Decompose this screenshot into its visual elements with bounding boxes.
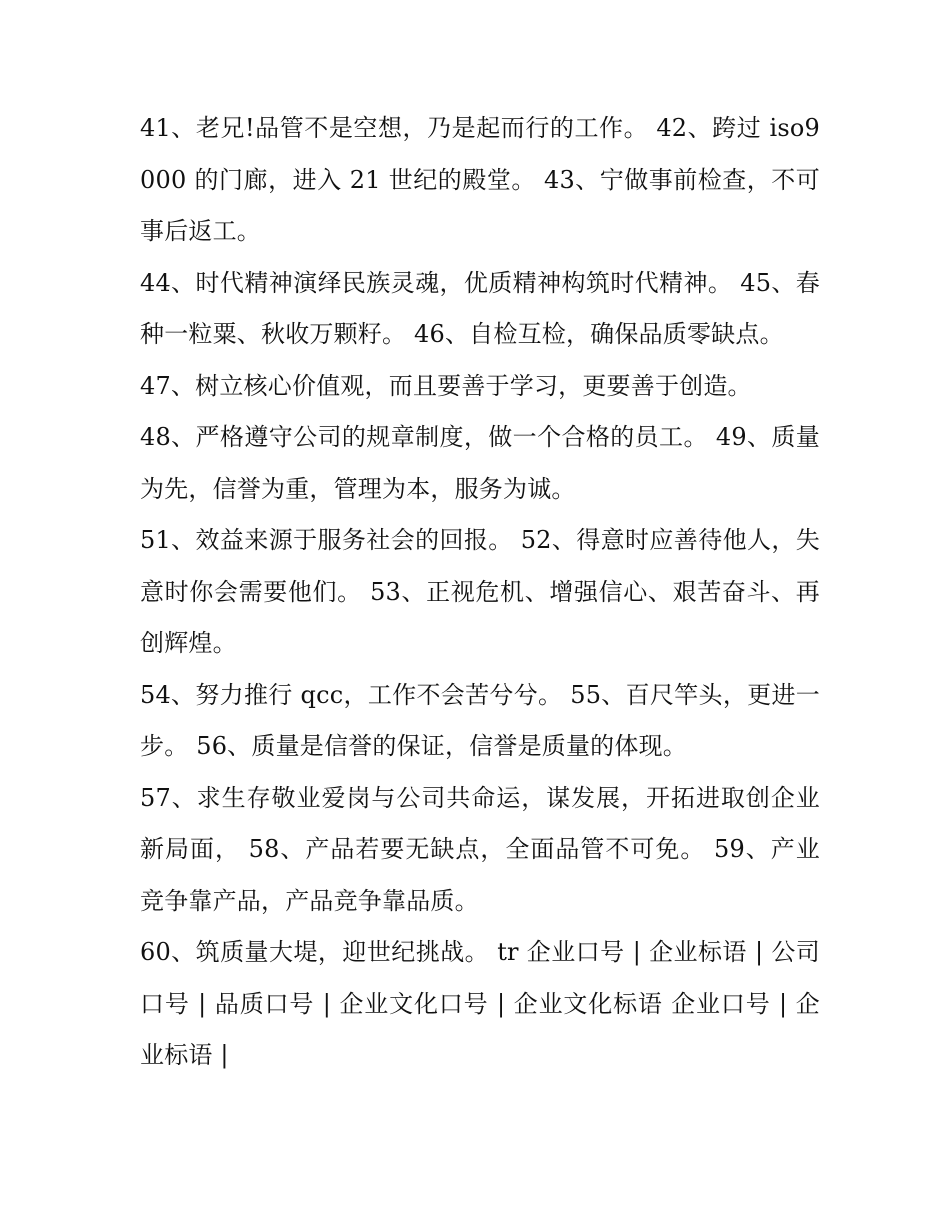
paragraph-44-46: 44、时代精神演绎民族灵魂，优质精神构筑时代精神。 45、春种一粒粟、秋收万颗籽。 46、自检互检，确保品质零缺点。 bbox=[140, 268, 820, 348]
paragraph-57-59: 57、求生存敬业爱岗与公司共命运，谋发展，开拓进取创企业新局面， 58、产品若要无缺点，全面品管不可免。 59、产业竞争靠产品，产品竞争靠品质。 bbox=[140, 783, 820, 915]
paragraph-41-43: 41、老兄!品管不是空想，乃是起而行的工作。 42、跨过 iso9000 的门廊，进入 21 世纪的殿堂。 43、宁做事前检查，不可事后返工。 bbox=[140, 114, 820, 245]
paragraph-54-56: 54、努力推行 qcc，工作不会苦兮兮。 55、百尺竿头，更进一步。 56、质量是信誉的保证，信誉是质量的体现。 bbox=[140, 680, 820, 760]
paragraph-51-53: 51、效益来源于服务社会的回报。 52、得意时应善待他人，失意时你会需要他们。 53、正视危机、增强信心、艰苦奋斗、再创辉煌。 bbox=[140, 526, 820, 657]
document-body bbox=[140, 103, 820, 1082]
paragraph-47: 47、树立核心价值观，而且要善于学习，更要善于创造。 bbox=[140, 371, 752, 400]
paragraph-60: 60、筑质量大堤，迎世纪挑战。 tr 企业口号 | 企业标语 | 公司口号 | 品质口号 | 企业文化口号 | 企业文化标语 企业口号 | 企业标语 | bbox=[140, 938, 820, 1069]
paragraph-48-49: 48、严格遵守公司的规章制度，做一个合格的员工。 49、质量为先，信誉为重，管理为本，服务为诚。 bbox=[140, 423, 820, 503]
